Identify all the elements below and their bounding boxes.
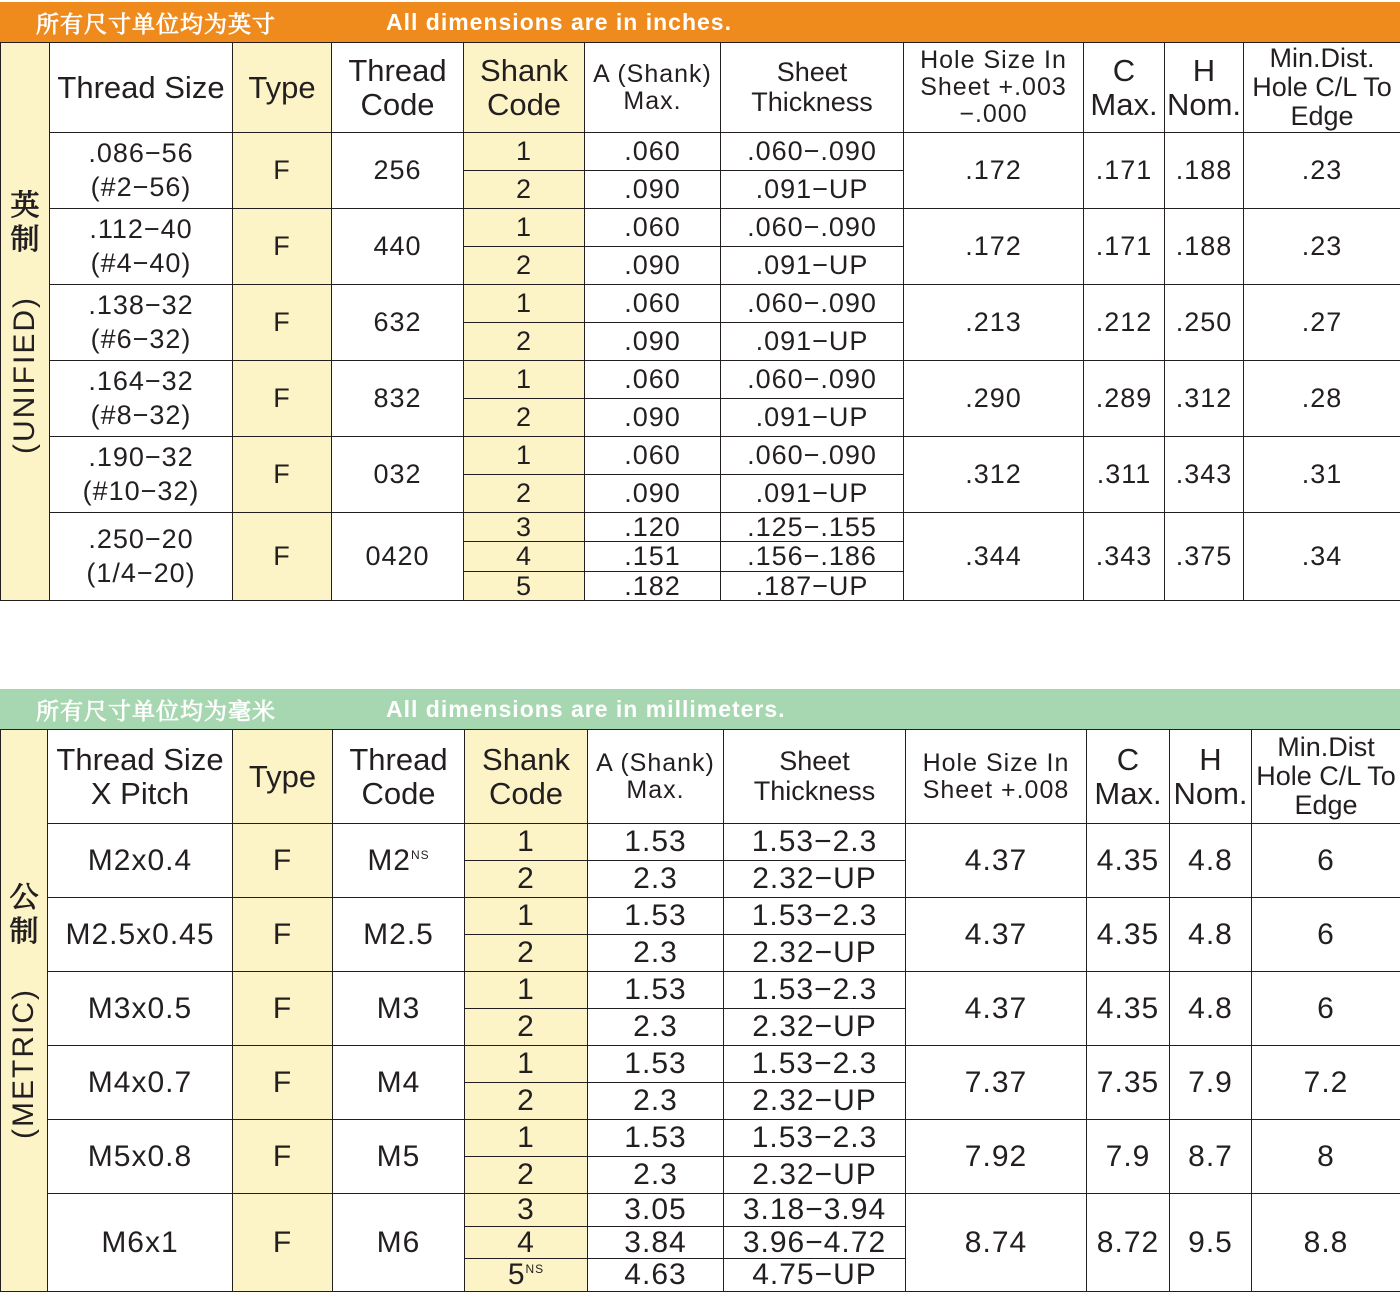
imperial-banner-en: All dimensions are in inches. xyxy=(386,8,732,35)
imperial-banner-cn: 所有尺寸单位均为英寸 xyxy=(36,11,276,38)
table-row xyxy=(1,1120,1400,1157)
min-dist-cell: .34 xyxy=(1244,513,1400,601)
thread-code-value: M4 xyxy=(376,1065,421,1099)
sheet-thickness-cell: 2.32−UP xyxy=(724,1083,906,1120)
hole-size-cell: .344 xyxy=(904,513,1084,601)
thread-size-cell xyxy=(50,361,233,437)
hole-size-cell: 4.37 xyxy=(906,972,1087,1046)
header-type: Type xyxy=(233,730,333,824)
type-cell: F xyxy=(233,285,332,361)
thread-size-alt: (#10−32) xyxy=(82,475,200,506)
c-max-cell: 4.35 xyxy=(1087,972,1170,1046)
shank-code-value: 1 xyxy=(515,364,533,395)
c-max-cell: 7.35 xyxy=(1087,1046,1170,1120)
header-shank-code: Shank Code xyxy=(464,43,585,133)
h-nom-cell: 4.8 xyxy=(1170,898,1252,972)
min-dist-cell: 6 xyxy=(1252,824,1400,898)
sheet-thickness-cell: 1.53−2.3 xyxy=(724,824,906,861)
shank-code-value: 2 xyxy=(517,1084,535,1118)
thread-code-value: 032 xyxy=(373,459,422,490)
hole-size-cell: .213 xyxy=(904,285,1084,361)
metric-side-label xyxy=(1,730,48,1292)
hole-size-cell: .312 xyxy=(904,437,1084,513)
shank-code-cell xyxy=(465,1157,588,1194)
h-nom-cell: .250 xyxy=(1165,285,1244,361)
shank-max-cell: 2.3 xyxy=(588,1009,724,1046)
h-nom-cell: 8.7 xyxy=(1170,1120,1252,1194)
hole-size-cell: 8.74 xyxy=(906,1194,1087,1292)
metric-banner-en: All dimensions are in millimeters. xyxy=(386,695,786,722)
min-dist-cell: .28 xyxy=(1244,361,1400,437)
metric-header-row xyxy=(1,730,1400,824)
min-dist-cell: 8 xyxy=(1252,1120,1400,1194)
thread-code-value: 0420 xyxy=(365,541,430,572)
thread-size-cell xyxy=(48,972,233,1046)
metric-section xyxy=(0,689,1400,1292)
shank-code-cell xyxy=(465,972,588,1009)
min-dist-cell: 6 xyxy=(1252,972,1400,1046)
shank-code-cell xyxy=(464,513,585,542)
h-nom-cell: 9.5 xyxy=(1170,1194,1252,1292)
shank-code-value: 1 xyxy=(515,212,533,243)
thread-code-value: M2 xyxy=(367,843,411,877)
shank-code-value: 1 xyxy=(517,973,535,1007)
table-row xyxy=(1,513,1400,542)
shank-code-cell xyxy=(465,861,588,898)
thread-code-value: 440 xyxy=(373,231,422,262)
thread-code-cell xyxy=(332,361,464,437)
header-a: A (Shank) Max. xyxy=(588,730,724,824)
imperial-table xyxy=(0,42,1400,601)
min-dist-cell: 8.8 xyxy=(1252,1194,1400,1292)
header-a: A (Shank) Max. xyxy=(585,43,721,133)
shank-code-value: 1 xyxy=(517,825,535,859)
imperial-side-wrap xyxy=(1,189,49,454)
shank-max-cell: 1.53 xyxy=(588,972,724,1009)
c-max-cell: 7.9 xyxy=(1087,1120,1170,1194)
thread-code-cell xyxy=(332,285,464,361)
shank-code-value: 1 xyxy=(517,899,535,933)
type-cell: F xyxy=(233,1194,333,1292)
table-row xyxy=(1,209,1400,247)
sheet-thickness-cell: .187−UP xyxy=(721,571,904,600)
shank-code-cell xyxy=(464,209,585,247)
h-nom-cell: 4.8 xyxy=(1170,824,1252,898)
thread-size-cell xyxy=(50,133,233,209)
thread-code-value: M3 xyxy=(376,991,421,1025)
thread-size-value: .112−40 xyxy=(89,213,193,244)
shank-code-cell xyxy=(465,824,588,861)
type-cell: F xyxy=(233,1046,333,1120)
c-max-cell: 8.72 xyxy=(1087,1194,1170,1292)
thread-size-value: M3x0.5 xyxy=(87,991,193,1025)
table-row xyxy=(1,285,1400,323)
type-cell: F xyxy=(233,361,332,437)
thread-code-value: M2.5 xyxy=(363,917,434,951)
thread-size-cell xyxy=(48,824,233,898)
header-min: Min.Dist Hole C/L To Edge xyxy=(1252,730,1400,824)
shank-max-cell: 3.05 xyxy=(588,1194,724,1227)
shank-max-cell: .090 xyxy=(585,475,721,513)
shank-max-cell: 1.53 xyxy=(588,1046,724,1083)
shank-max-cell: .182 xyxy=(585,571,721,600)
shank-code-value: 3 xyxy=(517,1193,535,1226)
sheet-thickness-cell: 3.18−3.94 xyxy=(724,1194,906,1227)
header-type: Type xyxy=(233,43,332,133)
thread-size-cell xyxy=(48,1120,233,1194)
shank-max-cell: .090 xyxy=(585,171,721,209)
header-hole: Hole Size In Sheet +.003 −.000 xyxy=(904,43,1084,133)
c-max-cell: 4.35 xyxy=(1087,898,1170,972)
c-max-cell: .311 xyxy=(1084,437,1165,513)
hole-size-cell: .290 xyxy=(904,361,1084,437)
thread-code-cell xyxy=(333,1120,465,1194)
table-row xyxy=(1,824,1400,861)
sheet-thickness-cell: .060−.090 xyxy=(721,437,904,475)
thread-size-cell xyxy=(50,209,233,285)
sheet-thickness-cell: .091−UP xyxy=(721,171,904,209)
sheet-thickness-cell: 2.32−UP xyxy=(724,1009,906,1046)
shank-code-value: 2 xyxy=(515,402,533,433)
thread-size-value: M2.5x0.45 xyxy=(65,917,215,951)
imperial-side-label xyxy=(1,43,50,601)
sheet-thickness-cell: .091−UP xyxy=(721,323,904,361)
thread-size-alt: (#4−40) xyxy=(90,247,192,278)
shank-code-cell xyxy=(464,171,585,209)
shank-code-value: 2 xyxy=(515,174,533,205)
shank-code-value: 1 xyxy=(515,440,533,471)
h-nom-cell: 4.8 xyxy=(1170,972,1252,1046)
hole-size-cell: 4.37 xyxy=(906,898,1087,972)
h-nom-cell: .188 xyxy=(1165,133,1244,209)
thread-code-cell xyxy=(333,824,465,898)
min-dist-cell: .23 xyxy=(1244,133,1400,209)
header-c: C Max. xyxy=(1087,730,1170,824)
metric-table xyxy=(0,729,1400,1292)
shank-max-cell: 2.3 xyxy=(588,1157,724,1194)
thread-size-value: M4x0.7 xyxy=(87,1065,193,1099)
shank-max-cell: 2.3 xyxy=(588,935,724,972)
shank-max-cell: .060 xyxy=(585,285,721,323)
thread-size-alt: (#2−56) xyxy=(90,171,192,202)
shank-code-cell xyxy=(464,399,585,437)
header-shank-code: Shank Code xyxy=(465,730,588,824)
sheet-thickness-cell: 3.96−4.72 xyxy=(724,1226,906,1259)
shank-code-value: 2 xyxy=(517,936,535,970)
header-h: H Nom. xyxy=(1170,730,1252,824)
imperial-header-row xyxy=(1,43,1400,133)
shank-code-value: 2 xyxy=(515,326,533,357)
shank-max-cell: .060 xyxy=(585,437,721,475)
header-hole: Hole Size In Sheet +.008 xyxy=(906,730,1087,824)
shank-code-value: 1 xyxy=(517,1121,535,1155)
thread-code-cell xyxy=(333,1194,465,1292)
shank-code-value: 5 xyxy=(515,571,533,601)
shank-max-cell: .151 xyxy=(585,542,721,571)
header-thread-size: Thread Size xyxy=(50,43,233,133)
table-row xyxy=(1,361,1400,399)
shank-code-cell xyxy=(464,475,585,513)
sheet-thickness-cell: 2.32−UP xyxy=(724,935,906,972)
metric-banner xyxy=(0,689,1400,729)
shank-code-value: 2 xyxy=(515,478,533,509)
thread-code-note: NS xyxy=(411,847,430,862)
thread-size-cell xyxy=(50,285,233,361)
shank-code-value: 1 xyxy=(515,288,533,319)
shank-code-cell xyxy=(465,1259,588,1292)
type-cell: F xyxy=(233,513,332,601)
metric-side-wrap xyxy=(1,881,47,1139)
sheet-thickness-cell: .060−.090 xyxy=(721,361,904,399)
thread-code-value: 256 xyxy=(373,155,422,186)
shank-max-cell: .060 xyxy=(585,209,721,247)
sheet-thickness-cell: 1.53−2.3 xyxy=(724,972,906,1009)
sheet-thickness-cell: .156−.186 xyxy=(721,542,904,571)
shank-max-cell: 3.84 xyxy=(588,1226,724,1259)
table-row xyxy=(1,1046,1400,1083)
shank-max-cell: .090 xyxy=(585,247,721,285)
shank-code-cell xyxy=(465,1120,588,1157)
h-nom-cell: .312 xyxy=(1165,361,1244,437)
thread-size-value: M2x0.4 xyxy=(87,843,193,877)
shank-code-value: 1 xyxy=(517,1047,535,1081)
shank-code-value: 4 xyxy=(515,541,533,572)
table-row xyxy=(1,437,1400,475)
h-nom-cell: .343 xyxy=(1165,437,1244,513)
type-cell: F xyxy=(233,972,333,1046)
thread-size-alt: (1/4−20) xyxy=(86,557,196,588)
c-max-cell: 4.35 xyxy=(1087,824,1170,898)
sheet-thickness-cell: .125−.155 xyxy=(721,513,904,542)
sheet-thickness-cell: 1.53−2.3 xyxy=(724,898,906,935)
header-min: Min.Dist. Hole C/L To Edge xyxy=(1244,43,1400,133)
sheet-thickness-cell: .060−.090 xyxy=(721,285,904,323)
type-cell: F xyxy=(233,1120,333,1194)
shank-code-cell xyxy=(464,247,585,285)
shank-code-cell xyxy=(464,571,585,600)
shank-max-cell: 1.53 xyxy=(588,898,724,935)
min-dist-cell: .31 xyxy=(1244,437,1400,513)
header-thread-code: Thread Code xyxy=(333,730,465,824)
hole-size-cell: 4.37 xyxy=(906,824,1087,898)
header-sheet: Sheet Thickness xyxy=(721,43,904,133)
type-cell: F xyxy=(233,209,332,285)
shank-max-cell: .090 xyxy=(585,323,721,361)
metric-side-en: (METRIC) xyxy=(7,988,41,1140)
sheet-thickness-cell: 4.75−UP xyxy=(724,1259,906,1292)
metric-side-cn: 公制 xyxy=(9,880,39,948)
min-dist-cell: 7.2 xyxy=(1252,1046,1400,1120)
c-max-cell: .171 xyxy=(1084,209,1165,285)
shank-code-value: 1 xyxy=(515,136,533,167)
shank-max-cell: 1.53 xyxy=(588,1120,724,1157)
header-thread-code: Thread Code xyxy=(332,43,464,133)
shank-code-cell xyxy=(465,1009,588,1046)
thread-size-alt: (#6−32) xyxy=(90,323,192,354)
sheet-thickness-cell: 1.53−2.3 xyxy=(724,1046,906,1083)
header-sheet: Sheet Thickness xyxy=(724,730,906,824)
shank-code-cell xyxy=(464,542,585,571)
shank-max-cell: 4.63 xyxy=(588,1259,724,1292)
thread-code-cell xyxy=(332,437,464,513)
shank-code-cell xyxy=(465,935,588,972)
sheet-thickness-cell: 1.53−2.3 xyxy=(724,1120,906,1157)
shank-max-cell: .060 xyxy=(585,361,721,399)
shank-code-value: 2 xyxy=(517,1158,535,1192)
thread-size-value: .164−32 xyxy=(88,365,194,396)
thread-code-cell xyxy=(332,513,464,601)
shank-code-cell xyxy=(464,323,585,361)
shank-code-cell xyxy=(464,437,585,475)
shank-max-cell: .120 xyxy=(585,513,721,542)
c-max-cell: .171 xyxy=(1084,133,1165,209)
type-cell: F xyxy=(233,898,333,972)
thread-code-value: M5 xyxy=(376,1139,421,1173)
shank-code-cell xyxy=(465,1046,588,1083)
type-cell: F xyxy=(233,437,332,513)
min-dist-cell: .27 xyxy=(1244,285,1400,361)
shank-code-cell xyxy=(465,1226,588,1259)
thread-size-value: .190−32 xyxy=(88,441,194,472)
shank-max-cell: 2.3 xyxy=(588,861,724,898)
header-thread-size: Thread Size X Pitch xyxy=(48,730,233,824)
hole-size-cell: 7.92 xyxy=(906,1120,1087,1194)
h-nom-cell: .375 xyxy=(1165,513,1244,601)
thread-code-value: M6 xyxy=(376,1225,421,1259)
thread-size-value: .086−56 xyxy=(88,137,194,168)
sheet-thickness-cell: .091−UP xyxy=(721,399,904,437)
thread-size-cell xyxy=(48,1046,233,1120)
table-row xyxy=(1,898,1400,935)
table-row xyxy=(1,972,1400,1009)
thread-code-value: 832 xyxy=(373,383,422,414)
imperial-side-cn: 英制 xyxy=(10,188,40,256)
table-row xyxy=(1,1194,1400,1227)
shank-code-note: NS xyxy=(525,1262,545,1276)
shank-max-cell: 1.53 xyxy=(588,824,724,861)
thread-size-cell xyxy=(50,437,233,513)
type-cell: F xyxy=(233,133,332,209)
sheet-thickness-cell: .091−UP xyxy=(721,475,904,513)
thread-code-value: 632 xyxy=(373,307,422,338)
shank-max-cell: .090 xyxy=(585,399,721,437)
thread-size-alt: (#8−32) xyxy=(90,399,192,430)
min-dist-cell: .23 xyxy=(1244,209,1400,285)
shank-max-cell: .060 xyxy=(585,133,721,171)
thread-size-value: .250−20 xyxy=(88,523,194,554)
shank-code-cell xyxy=(465,898,588,935)
thread-size-cell xyxy=(48,1194,233,1292)
shank-code-value: 2 xyxy=(517,862,535,896)
shank-code-cell xyxy=(464,285,585,323)
hole-size-cell: .172 xyxy=(904,209,1084,285)
header-h: H Nom. xyxy=(1165,43,1244,133)
shank-code-cell xyxy=(464,133,585,171)
c-max-cell: .289 xyxy=(1084,361,1165,437)
imperial-side-en: (UNIFIED) xyxy=(8,295,42,454)
c-max-cell: .212 xyxy=(1084,285,1165,361)
h-nom-cell: 7.9 xyxy=(1170,1046,1252,1120)
thread-code-cell xyxy=(333,898,465,972)
thread-size-value: M6x1 xyxy=(101,1225,179,1259)
shank-max-cell: 2.3 xyxy=(588,1083,724,1120)
shank-code-value: 5 xyxy=(507,1258,526,1291)
thread-code-cell xyxy=(332,209,464,285)
thread-size-value: .138−32 xyxy=(88,289,194,320)
sheet-thickness-cell: 2.32−UP xyxy=(724,1157,906,1194)
min-dist-cell: 6 xyxy=(1252,898,1400,972)
table-row xyxy=(1,133,1400,171)
c-max-cell: .343 xyxy=(1084,513,1165,601)
sheet-thickness-cell: .060−.090 xyxy=(721,133,904,171)
metric-banner-cn: 所有尺寸单位均为毫米 xyxy=(36,698,276,725)
sheet-thickness-cell: 2.32−UP xyxy=(724,861,906,898)
shank-code-cell xyxy=(465,1194,588,1227)
type-cell: F xyxy=(233,824,333,898)
imperial-banner xyxy=(0,2,1400,42)
sheet-thickness-cell: .060−.090 xyxy=(721,209,904,247)
sheet-thickness-cell: .091−UP xyxy=(721,247,904,285)
hole-size-cell: .172 xyxy=(904,133,1084,209)
thread-code-cell xyxy=(333,1046,465,1120)
shank-code-value: 3 xyxy=(515,512,533,542)
shank-code-cell xyxy=(464,361,585,399)
shank-code-value: 2 xyxy=(515,250,533,281)
thread-size-cell xyxy=(50,513,233,601)
shank-code-cell xyxy=(465,1083,588,1120)
imperial-section xyxy=(0,2,1400,601)
thread-code-cell xyxy=(333,972,465,1046)
thread-size-cell xyxy=(48,898,233,972)
shank-code-value: 4 xyxy=(517,1226,535,1259)
shank-code-value: 2 xyxy=(517,1010,535,1044)
thread-code-cell xyxy=(332,133,464,209)
h-nom-cell: .188 xyxy=(1165,209,1244,285)
hole-size-cell: 7.37 xyxy=(906,1046,1087,1120)
thread-size-value: M5x0.8 xyxy=(87,1139,193,1173)
header-c: C Max. xyxy=(1084,43,1165,133)
